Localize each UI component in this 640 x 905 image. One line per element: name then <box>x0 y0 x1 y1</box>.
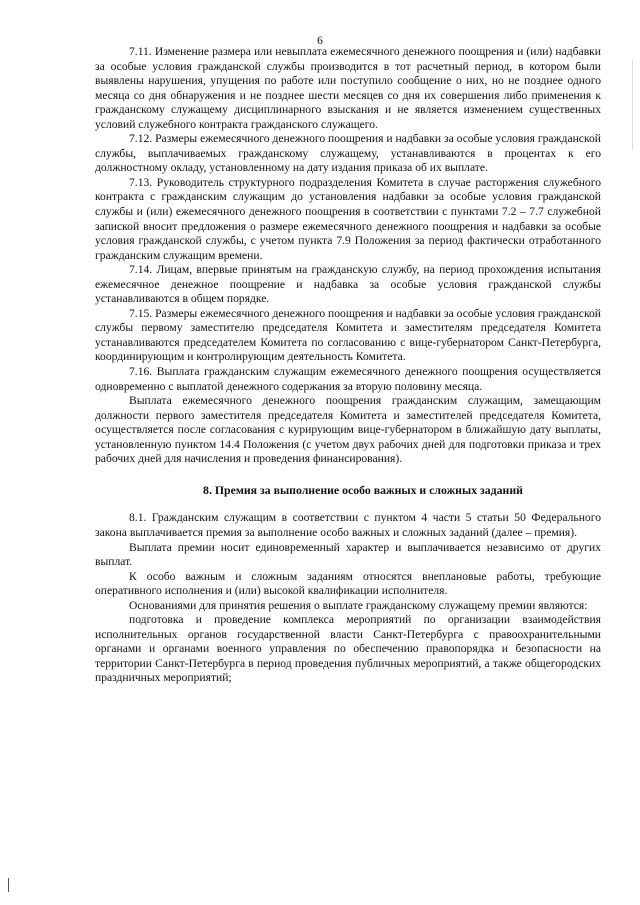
page-number: 6 <box>317 35 323 47</box>
paragraph-7-12: 7.12. Размеры ежемесячного денежного поощрения и надбавки за особые условия гражданской службы, выплачиваемых гражданскому служащему, устанавливаются в процентах к его должностному окладу, установленному на дату издания приказа об их выплате. <box>95 132 601 175</box>
paragraph-7-15: 7.15. Размеры ежемесячного денежного поощрения и надбавки за особые условия гражданской службы первому заместителю председателя Комитета и заместителям председателя Комитета устанавливаются председателем Комитета по согласованию с вице-губернатором Санкт-Петербурга, координирующим и контролирующим деятельность Комитета. <box>95 306 601 364</box>
paragraph-important-tasks: К особо важным и сложным заданиям относятся внеплановые работы, требующие оперативного исполнения и (или) высокой квалификации исполнителя. <box>95 569 601 598</box>
spacer <box>95 467 601 483</box>
scan-edge-mark <box>8 878 9 892</box>
document-body <box>95 45 601 686</box>
scan-edge-mark <box>632 60 633 150</box>
spacer <box>95 497 601 511</box>
paragraph-7-11: 7.11. Изменение размера или невыплата ежемесячного денежного поощрения и (или) надбавки за особые условия гражданской службы производится в тот расчетный период, в котором были выявлены нарушения, упущения по работе или поступило сообщение о них, но не позднее одного месяца со дня обнаружения и не позднее шести месяцев со дня их совершения либо применения к гражданскому служащему дисциплинарного взыскания и не является изменением существенных условий служебного контракта гражданского служащего. <box>95 45 601 131</box>
section-heading: 8. Премия за выполнение особо важных и сложных заданий <box>203 482 523 497</box>
paragraph-payment-deputies: Выплата ежемесячного денежного поощрения гражданским служащим, замещающим должности первого заместителя председателя Комитета и заместителей председателя Комитета, осуществляется после согласования с курирующим вице-губернатором в ближайшую дату выплаты, установленную пунктом 14.4 Положения (с учетом двух рабочих дней для подготовки приказа и трех рабочих дней для начисления и проведения финансирования). <box>95 394 601 466</box>
paragraph-7-13: 7.13. Руководитель структурного подразделения Комитета в случае расторжения служебного контракта с гражданским служащим до установления надбавки за особые условия гражданской службы и (или) ежемесячного денежного поощрения в соответствии с пунктами 7.2 – 7.7 служебной запиской вносит предложения о размере ежемесячного денежного поощрения и надбавки за особые условия гражданской службы, с учетом пункта 7.9 Положения за период фактически отработанного гражданским служащим времени. <box>95 175 601 262</box>
paragraph-grounds-item-1: подготовка и проведение комплекса мероприятий по организации взаимодействия исполнительных органов государственной власти Санкт-Петербурга с правоохранительными органами и органами военного управления по обеспечению правопорядка и безопасности на территории Санкт-Петербурга в период проведения публичных мероприятий, а также общегородских праздничных мероприятий; <box>95 613 601 685</box>
paragraph-7-14: 7.14. Лицам, впервые принятым на гражданскую службу, на период прохождения испытания ежемесячное денежное поощрение и надбавка за особые условия гражданской службы устанавливаются в общем порядке. <box>95 263 601 306</box>
paragraph-7-16: 7.16. Выплата гражданским служащим ежемесячного денежного поощрения осуществляется одновременно с выплатой денежного содержания за вторую половину месяца. <box>95 365 601 393</box>
paragraph-8-1: 8.1. Гражданским служащим в соответствии с пунктом 4 части 5 статьи 50 Федерального закона выплачивается премия за выполнение особо важных и сложных заданий (далее – премия). <box>95 511 601 539</box>
paragraph-bonus-nature: Выплата премии носит единовременный характер и выплачивается независимо от других выплат. <box>95 540 601 569</box>
paragraph-grounds: Основаниями для принятия решения о выплате гражданскому служащему премии являются: <box>129 598 588 612</box>
